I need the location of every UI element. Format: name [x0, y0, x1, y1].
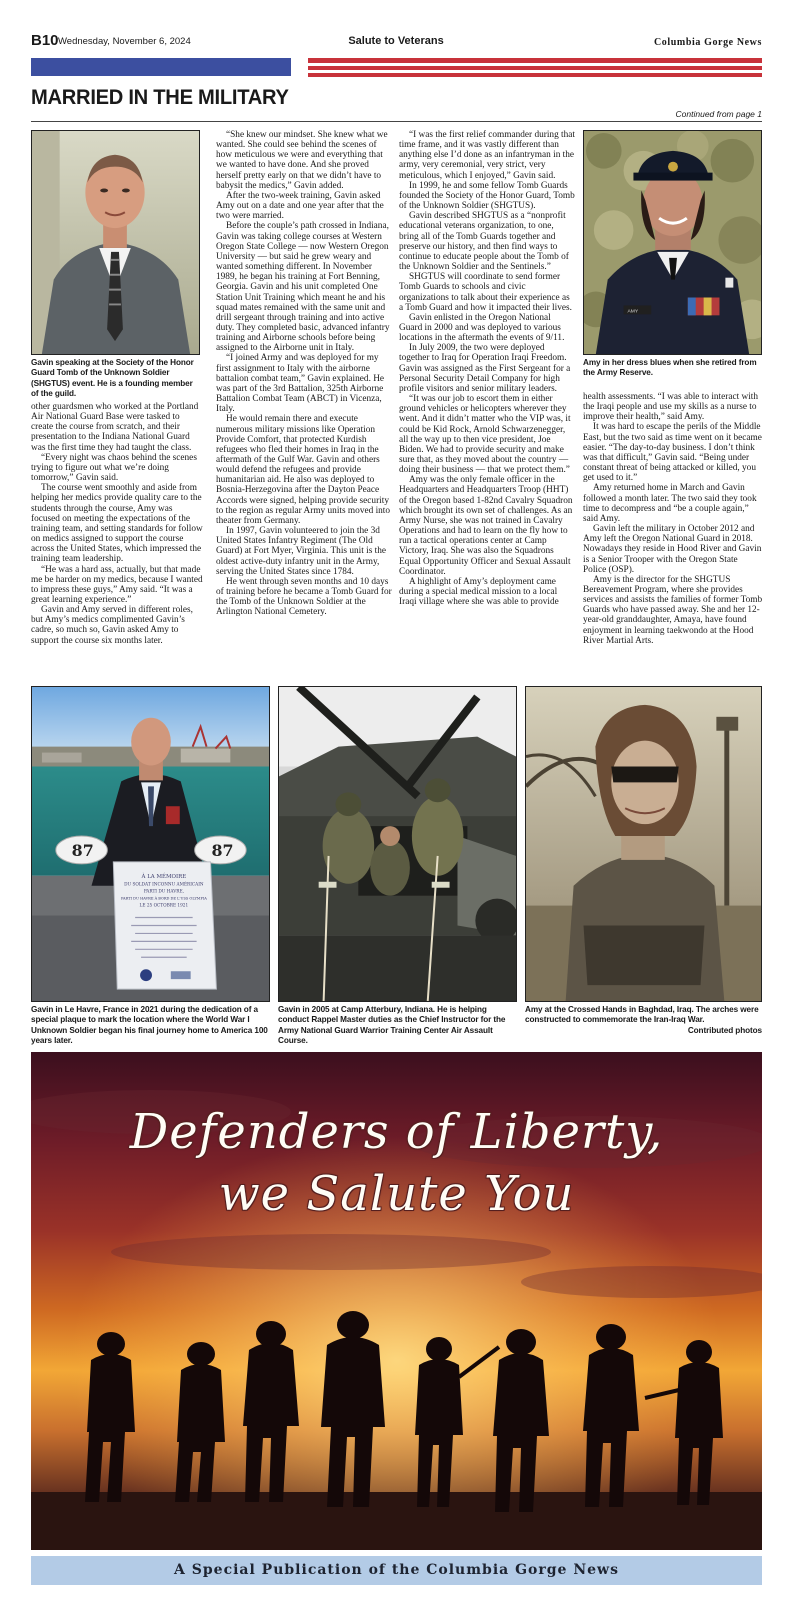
caption-le-havre: Gavin in Le Havre, France in 2021 during the dedication of a special plaque to mark the location where the World War I Unknown Soldier began his final journey home to America 100 years later.	[31, 1005, 268, 1046]
photo-camp-atterbury	[278, 686, 517, 1002]
paragraph: The course went smoothly and aside from helping her medics provide quality care to the students through the course, Amy was focused on meeting the expectations of the training team, and setting standards for follow on medics assigned to support the course across the United States, which impressed the training team leadership.	[31, 483, 203, 565]
plaque-text-line: LE 25 OCTOBRE 1921	[139, 903, 189, 909]
paragraph: “It was our job to escort them in either ground vehicles or helicopters wherever they went. And it didn’t matter who the VIP was, it could be Kid Rock, Arnold Schwarzenegger, all the way up to then vice president, Joe Biden. We had to provide security and make sure that, as they moved about the country — doing their business — that we protect them.”	[399, 394, 571, 476]
paragraph: In 1999, he and some fellow Tomb Guards founded the Society of the Honor Guard, Tomb of the Unknown Soldier (SHGTUS).	[399, 180, 575, 212]
newspaper-name: Columbia Gorge News	[653, 37, 762, 48]
paragraph: “He was a hard ass, actually, but that made me be harder on my medics, because I wanted to impress these guys,” Amy said. “It was a great learning experience.”	[31, 564, 203, 605]
headline-rule	[31, 121, 762, 122]
paragraph: “She knew our mindset. She knew what we wanted. She could see behind the scenes of how meticulous we were and everything that we wanted to have done. And she proved herself pretty early on that we didn’t have to babysit the medics,” Gavin added.	[216, 130, 388, 191]
paragraph: Gavin enlisted in the Oregon National Guard in 2000 and was deployed to various locations in the aftermath the events of 9/11.	[399, 312, 565, 344]
banner-title-line-2: we Salute You	[218, 1166, 575, 1222]
paragraph: Amy returned home in March and Gavin followed a month later. The two said they took time to decompress and “be a couple again,” said Amy.	[583, 483, 757, 524]
continued-from-note: Continued from page 1	[675, 109, 762, 119]
article-column-4	[583, 392, 763, 646]
plaque-number-right: 87	[211, 840, 234, 860]
banner-title-line-1: Defenders of Liberty,	[129, 1104, 664, 1160]
caption-baghdad: Amy at the Crossed Hands in Baghdad, Iraq. The arches were constructed to commemorate the Iran-Iraq War.	[525, 1005, 759, 1025]
paragraph: Amy is the director for the SHGTUS Bereavement Program, where she provides services and assists the families of former Tomb Guards who have passed away. She and her 12-year-old granddaughter, Amaya, have found enjoyment in learning taekwondo at the Hood River Martial Arts.	[583, 574, 763, 646]
article-headline: MARRIED IN THE MILITARY	[31, 86, 289, 109]
article-column-3	[399, 130, 575, 607]
paragraph: Before the couple’s path crossed in Indiana, Gavin was taking college courses at Western Oregon State College — now Western Oregon University — but said he grew weary and wanted something different. In November 1989, he began his training at Fort Benning, Georgia. Gavin and his unit completed One Station Unit Training which meant he and his squad mates remained with the same unit and drill sergeant through training and into active duty. They completed basic, advanced infantry training and Airborne schools before being assigned to the Airborne unit in Italy.	[216, 221, 390, 354]
special-publication-footer: A Special Publication of the Columbia Gorge News	[31, 1556, 762, 1585]
plaque-number-left: 87	[71, 840, 94, 860]
paragraph: After the two-week training, Gavin asked Amy out on a date and one year after that the two were married.	[216, 190, 384, 222]
caption-amy-dress-blues: Amy in her dress blues when she retired from the Army Reserve.	[583, 358, 757, 378]
paragraph: It was hard to escape the perils of the Middle East, but the two said as time went on it became easier. “The day-to-day business. I don’t think was that difficult,” Gavin said. “Being under constant threat of being attacked or killed, you get used to it.”	[583, 422, 762, 484]
issue-date: Wednesday, November 6, 2024	[58, 36, 191, 47]
paragraph: SHGTUS will coordinate to send former Tomb Guards to schools and civic organizations to talk about their experience as a Tomb Guard and how it impacted their lives.	[399, 272, 572, 313]
paragraph: In 1997, Gavin volunteered to join the 3d United States Infantry Regiment (The Old Guard) at Fort Myer, Virginia. This unit is the oldest active-duty infantry unit in the Army, serving the United States since 1784.	[216, 526, 387, 577]
red-stripe-middle	[308, 66, 762, 70]
paragraph: He went through seven months and 10 days of training before he became a Tomb Guard for the Tomb of the Unknown Soldier at the Arlington National Cemetery.	[216, 576, 392, 618]
caption-gavin-speaking: Gavin speaking at the Society of the Honor Guard Tomb of the Unknown Soldier (SHGTUS) event. He is a founding member of the guild.	[31, 358, 194, 399]
caption-camp-atterbury: Gavin in 2005 at Camp Atterbury, Indiana. He is helping conduct Rappel Master duties as the Chief Instructor for the Army National Guard Warrior Training Center Air Assault Course.	[278, 1005, 506, 1046]
paragraph: “I joined Army and was deployed for my first assignment to Italy with the airborne battalion combat team,” Gavin explained. He was part of the 3rd Battalion, 325th Airborne Battalion Combat Team (ABCT) in Vicenza, Italy.	[216, 353, 385, 415]
paragraph: Amy was the only female officer in the Headquarters and Headquarters Troop (HHT) of the Oregon based 1-82nd Cavalry Squadron which brought its own set of challenges. As an Army Nurse, she was not trained in Cavalry Operations and had to learn on the fly how to run a tactical operations center at Camp Victory, Iraq. She was also the Squadrons Equal Opportunity Officer and Sexual Assault Coordinator.	[399, 475, 573, 577]
amy-nameplate: AMY	[627, 309, 639, 315]
red-stripe-bottom	[308, 73, 762, 77]
paragraph: “Every night was chaos behind the scenes trying to figure out what we’re doing tomorrow,” Gavin said.	[31, 452, 197, 484]
paragraph: other guardsmen who worked at the Portland Air National Guard Base were tasked to create the course from scratch, and their presentation to the Indiana National Guard was the first time they had taught the class.	[31, 402, 199, 453]
red-stripe-top	[308, 58, 762, 63]
photo-amy-baghdad	[525, 686, 762, 1002]
section-title: Salute to Veterans	[348, 35, 444, 47]
plaque-text-line: PARTI DU HAVRE À BORD DE L'USS OLYMPIA	[120, 896, 207, 901]
paragraph: Gavin left the military in October 2012 and Amy left the Oregon National Guard in 2018. Nowadays they reside in Hood River and Gavin is a Senior Trooper with the Oregon State Police (OSP).	[583, 524, 762, 575]
paragraph: Gavin described SHGTUS as a “nonprofit educational veterans organization, to one, bring all of the Tomb Guards together and preserve our history, and then find ways to continue to educate people about the Tomb of the Unknown Soldier and the Sentinels.”	[399, 211, 569, 273]
article-column-2	[216, 130, 392, 618]
plaque-text-line: PARTI DU HAVRE,	[143, 889, 184, 895]
paragraph: In July 2009, the two were deployed together to Iraq for Operation Iraqi Freedom. Gavin was assigned as the First Sergeant for a Personal Security Detail Company for high profile visitors and senior military leaders.	[399, 343, 571, 394]
page-number: B10	[31, 32, 59, 49]
paragraph: “I was the first relief commander during that time frame, and it was vastly different than anything else I’d done as an infantryman in the army, very ceremonial, very strict, very meticulous, which I enjoyed,” Gavin said.	[399, 130, 575, 181]
photo-gavin-speaking	[31, 130, 200, 355]
photo-credit: Contributed photos	[687, 1026, 762, 1035]
plaque-text-line: DU SOLDAT INCONNU AMÉRICAIN	[124, 882, 204, 888]
paragraph: A highlight of Amy’s deployment came during a special medical mission to a local Iraqi village where she was able to provide	[399, 576, 559, 608]
blue-header-bar	[31, 58, 291, 76]
plaque-text-line: À LA MÉMOIRE	[141, 873, 187, 880]
photo-gavin-le-havre	[31, 686, 270, 1002]
paragraph: He would remain there and execute numerous military missions like Operation Provide Comfort, that protected Kurdish refugees who fled their homes in Iraq in the aftermath of the Gulf War. Gavin and others would defend the refugees and provide humanitarian aid. He also was deployed to Bosnia-Herzegovina after the Dayton Peace Accords were signed, helping provide security to the region as regular Army units moved into theater from Germany.	[216, 414, 391, 526]
paragraph: Gavin and Amy served in different roles, but Amy’s medics complimented Gavin’s cadre, so much so, Gavin asked Amy to support the course six months later.	[31, 605, 193, 646]
article-column-1	[31, 402, 203, 646]
photo-amy-dress-blues	[583, 130, 762, 355]
paragraph: health assessments. “I was able to interact with the Iraqi people and use my skills as a nurse to improve their health,” said Amy.	[583, 392, 759, 423]
